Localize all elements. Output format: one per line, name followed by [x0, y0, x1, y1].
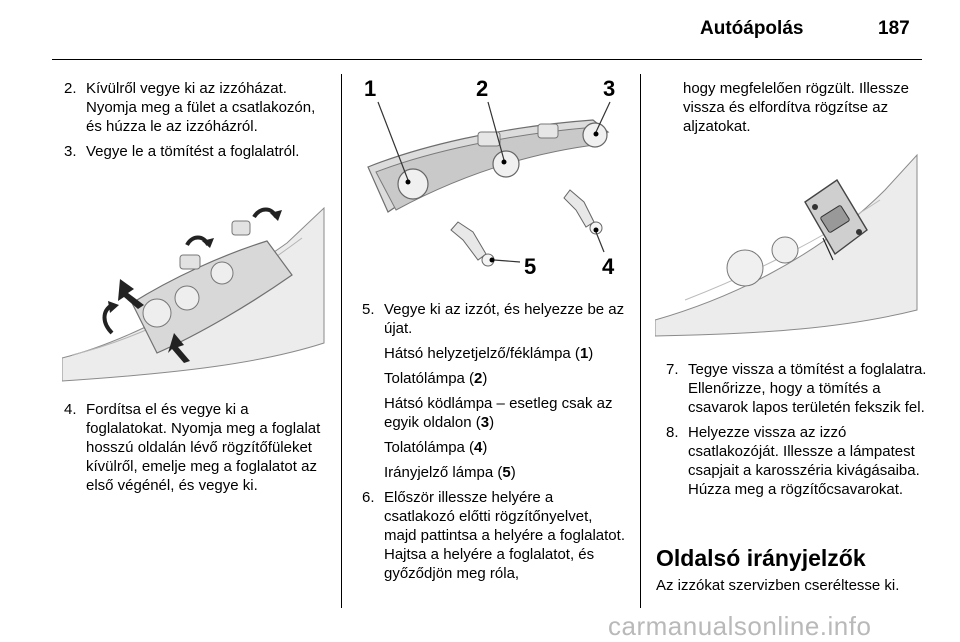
column-divider-2: [640, 74, 641, 608]
step-6-continuation: hogy megfelelően rögzült. Illessze vissza és elfordítva rögzítse az aljzatokat.: [683, 80, 909, 135]
lamp-housing-illustration: [62, 193, 332, 388]
bulb-item-3: Hátsó ködlámpa – esetleg csak az egyik oldalon (3): [384, 395, 613, 431]
step-4-number: 4.: [64, 401, 77, 418]
column-1: [64, 79, 329, 161]
figure-lamp-seal: [655, 150, 923, 340]
column-1-lower: [64, 400, 329, 495]
bulb-item-5: Irányjelző lámpa (5): [384, 464, 516, 481]
step-8-text: Helyezze vissza az izzó csatlakozóját. Illessze a lámpatest csapjait a karosszéria kivágásaiba. Húzza meg a rögzítőcsavarokat.: [688, 424, 920, 498]
page-number: 187: [878, 18, 910, 39]
section-text: Az izzókat szervizben cseréltesse ki.: [656, 577, 900, 594]
step-4-text: Fordítsa el és vegye ki a foglalatokat. Nyomja meg a foglalat hosszú oldalán lévő rögzítőfüleket kívülről, emelje meg a foglalatot az első végénél, és vegye ki.: [86, 401, 321, 494]
section-side-indicators: [656, 544, 928, 595]
callout-3: 3: [603, 76, 616, 101]
step-3-number: 3.: [64, 143, 77, 160]
bulb-item-1: Hátsó helyzetjelző/féklámpa (1): [384, 345, 594, 362]
figure-lamp-housing-removal: [62, 193, 332, 388]
watermark: carmanualsonline.info: [608, 611, 872, 641]
step-8: [666, 423, 928, 499]
step-6-number: 6.: [362, 489, 375, 506]
section-heading: Oldalsó irányjelzők: [656, 545, 866, 571]
step-7-number: 7.: [666, 361, 679, 378]
column-3-top: [683, 79, 928, 136]
lamp-seal-illustration: [655, 150, 923, 340]
step-7-text: Tegye vissza a tömítést a foglalatra. Ellenőrizze, hogy a tömítés a csavarok lapos területén fekszik fel.: [688, 361, 927, 416]
bulb-sockets-illustration: [358, 72, 628, 282]
step-4: [64, 400, 329, 495]
figure-bulb-sockets: [358, 72, 628, 282]
column-2: [362, 300, 627, 583]
step-3: [64, 142, 329, 161]
column-3-lower: [666, 360, 928, 499]
bulb-item-4: Tolatólámpa (4): [384, 439, 488, 456]
step-5-text: Vegye ki az izzót, és helyezze be az újat.: [384, 301, 625, 337]
step-8-number: 8.: [666, 424, 679, 441]
callout-2: 2: [476, 76, 489, 101]
step-2: [64, 79, 329, 136]
step-3-text: Vegye le a tömítést a foglalatról.: [86, 143, 300, 160]
callout-4: 4: [602, 254, 615, 279]
header-rule: [52, 59, 922, 60]
step-2-number: 2.: [64, 80, 77, 97]
step-5: [362, 300, 627, 338]
step-6-text: Először illessze helyére a csatlakozó előtti rögzítőnyelvet, majd pattintsa a helyére a foglalatot. Hajtsa a helyére a foglalatot, és győződjön meg róla,: [384, 489, 625, 582]
step-6: [362, 488, 627, 583]
step-7: [666, 360, 928, 417]
column-divider-1: [341, 74, 342, 608]
callout-1: 1: [364, 76, 377, 101]
bulb-item-2: Tolatólámpa (2): [384, 370, 488, 387]
step-2-text: Kívülről vegye ki az izzóházat. Nyomja meg a fület a csatlakozón, és húzza le az izzóházról.: [86, 80, 316, 135]
step-5-number: 5.: [362, 301, 375, 318]
running-header-title: Autóápolás: [700, 18, 804, 39]
callout-5: 5: [524, 254, 537, 279]
